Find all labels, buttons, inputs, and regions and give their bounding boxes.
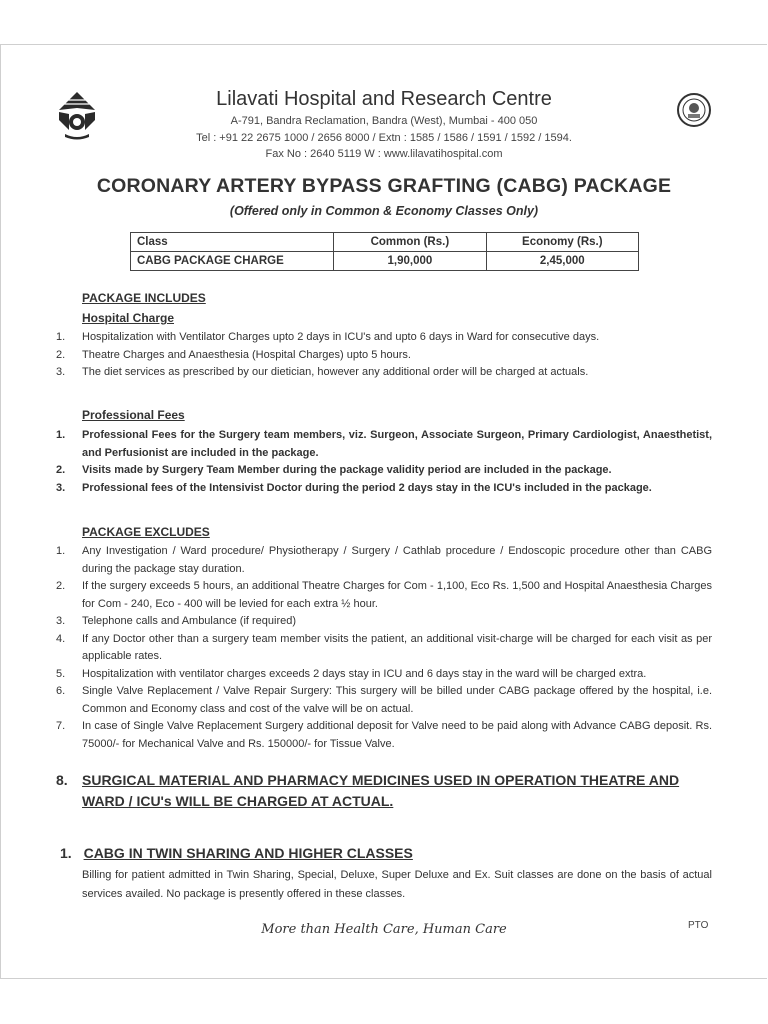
rates-table-header <box>131 233 639 252</box>
hospital-name: Lilavati Hospital and Research Centre <box>216 88 552 110</box>
list-item <box>56 666 712 684</box>
excludes-list <box>56 543 712 753</box>
item-text: Professional Fees for the Surgery team members, viz. Surgeon, Associate Surgeon, Primary Cardiologist, Anaesthetist, and Perfusionist are included in the package. <box>82 429 712 459</box>
professional-fees-heading: Professional Fees <box>82 408 185 422</box>
item-number: 3. <box>56 366 66 378</box>
common-price: 1,90,000 <box>334 252 486 271</box>
item-number: 3. <box>56 481 66 494</box>
item-number: 2. <box>56 464 66 476</box>
item-text: The diet services as prescribed by our dietician, however any additional order will be charged at actuals. <box>82 366 589 378</box>
list-item <box>56 427 712 462</box>
col-economy: Economy (Rs.) <box>486 233 638 252</box>
list-item <box>56 718 712 753</box>
excludes-heading: PACKAGE EXCLUDES <box>82 525 210 539</box>
item-text: SURGICAL MATERIAL AND PHARMACY MEDICINES USED IN OPERATION THEATRE AND WARD / ICU's WILL BE CHARGED AT ACTUAL. <box>82 772 680 809</box>
item-text: If any Doctor other than a surgery team member visits the patient, an additional visit-charge will be charged for each visit as per applicable rates. <box>82 632 712 662</box>
list-item <box>56 329 712 347</box>
list-item <box>56 462 712 480</box>
item-text: Hospitalization with ventilator charges exceeds 2 days stay in ICU and 6 days stay in the ward will be charged extra. <box>82 667 647 680</box>
item-text: Visits made by Surgery Team Member during the package validity period are included in the package. <box>82 464 612 476</box>
item-text: CABG IN TWIN SHARING AND HIGHER CLASSES <box>83 845 413 861</box>
item-number: 1. <box>56 429 66 441</box>
item-number: 5. <box>56 667 66 680</box>
pto-label: PTO <box>688 920 709 931</box>
item-number: 3. <box>56 615 66 627</box>
excludes-item-8 <box>56 770 712 812</box>
item-text: If the surgery exceeds 5 hours, an additional Theatre Charges for Com - 1,100, Eco Rs. 1,500 and Hospital Anaesthesia Charges for Com - 240, Eco - 400 will be levied for each extra ½ hour. <box>82 580 712 610</box>
item-number: 4. <box>56 632 66 645</box>
table-row <box>131 252 639 271</box>
item-number: 2. <box>56 348 66 361</box>
rates-table <box>130 232 639 271</box>
hospital-address: A-791, Bandra Reclamation, Bandra (West), Mumbai - 400 050 <box>230 115 538 127</box>
item-text: Telephone calls and Ambulance (if required) <box>82 615 297 627</box>
item-text: Theatre Charges and Anaesthesia (Hospital Charges) upto 5 hours. <box>82 348 411 361</box>
includes-heading: PACKAGE INCLUDES <box>82 291 206 305</box>
item-text: Single Valve Replacement / Valve Repair Surgery: This surgery will be billed under CABG package offered by the hospital, i.e. Common and Economy class and cost of the valve will be on actual. <box>82 685 712 715</box>
row-label: CABG PACKAGE CHARGE <box>131 252 334 271</box>
hospital-charge-heading: Hospital Charge <box>82 311 175 325</box>
economy-price: 2,45,000 <box>486 252 638 271</box>
list-item <box>56 683 712 718</box>
item-text: Any Investigation / Ward procedure/ Physiotherapy / Surgery / Cathlab procedure / Endoscopic procedure other than CABG during the package stay duration. <box>82 545 712 575</box>
item-number: 8. <box>56 772 68 788</box>
twin-sharing-body: Billing for patient admitted in Twin Sharing, Special, Deluxe, Super Deluxe and Ex. Suit classes are done on the basis of actual services availed. No package is presently offered in these classes. <box>82 869 712 900</box>
list-item <box>56 480 712 498</box>
list-item <box>56 613 712 631</box>
professional-fees-list <box>56 427 712 497</box>
hospital-fax-web: Fax No : 2640 5119 W : www.lilavatihospital.com <box>265 148 503 160</box>
item-number: 6. <box>56 685 66 697</box>
item-number: 2. <box>56 580 66 592</box>
package-subtitle: (Offered only in Common & Economy Classes Only) <box>229 204 539 218</box>
list-item <box>56 631 712 666</box>
col-common: Common (Rs.) <box>334 233 486 252</box>
item-number: 1. <box>60 845 72 861</box>
item-text: Hospitalization with Ventilator Charges upto 2 days in ICU's and upto 6 days in Ward for consecutive days. <box>82 331 600 343</box>
list-item <box>56 543 712 578</box>
col-class: Class <box>131 233 334 252</box>
item-number: 7. <box>56 720 66 732</box>
package-title: CORONARY ARTERY BYPASS GRAFTING (CABG) PACKAGE <box>96 175 672 197</box>
hospital-charge-list <box>56 329 712 382</box>
item-number: 1. <box>56 545 66 557</box>
hospital-phone: Tel : +91 22 2675 1000 / 2656 8000 / Extn : 1585 / 1586 / 1591 / 1592 / 1594. <box>196 132 572 144</box>
list-item <box>56 347 712 365</box>
footer-tagline: More than Health Care, Human Care <box>261 922 507 937</box>
item-number: 1. <box>56 331 66 343</box>
list-item <box>56 364 712 382</box>
item-text: Professional fees of the Intensivist Doctor during the period 2 days stay in the ICU's included in the package. <box>82 481 652 494</box>
twin-sharing-heading <box>60 845 413 861</box>
list-item <box>56 578 712 613</box>
item-text: In case of Single Valve Replacement Surgery additional deposit for Valve need to be paid along with Advance CABG deposit. Rs. 75000/- for Mechanical Valve and Rs. 150000/- for Tissue Valve. <box>82 720 712 750</box>
